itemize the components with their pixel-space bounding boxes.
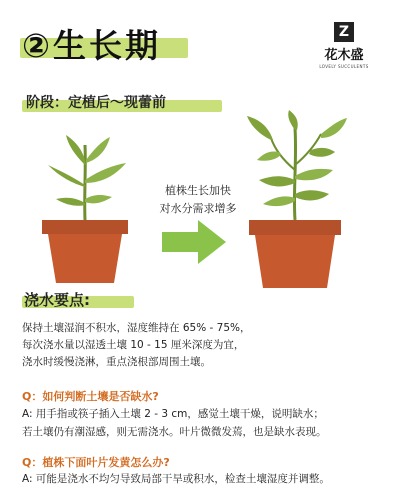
brand-logo [312, 22, 376, 74]
logo-subtitle: LOVELY SUCCULENTS [319, 64, 369, 69]
answer-line: A: 可能是浇水不均匀导致局部干旱或积水，检查土壤湿度并调整。 [22, 473, 330, 485]
question-1: Q：如何判断土壤是否缺水? [22, 390, 159, 403]
logo-name: 花木盛 [324, 48, 364, 63]
question-2: Q：植株下面叶片发黄怎么办? [22, 456, 170, 469]
small-plant-illustration [30, 125, 140, 285]
watering-line: 浇水时缓慢浇淋，重点浇根部周围土壤。 [22, 356, 211, 368]
growth-arrow-icon [162, 220, 226, 264]
transition-line-2: 对水分需求增多 [159, 202, 237, 215]
answer-2 [22, 470, 330, 488]
answer-line: 若土壤仍有潮湿感，则无需浇水。叶片微微发蔫，也是缺水表现。 [22, 426, 327, 438]
answer-line: A: 用手指或筷子插入土壤 2 - 3 cm，感觉土壤干燥，说明缺水； [22, 408, 324, 420]
stage-label: 阶段：定植后～现蕾前 [26, 95, 166, 111]
page-title: ②生长期 [22, 26, 161, 65]
answer-1 [22, 405, 327, 441]
watering-line: 每次浇水量以湿透土壤 10 - 15 厘米深度为宜， [22, 339, 245, 351]
transition-line-1: 植株生长加快 [165, 184, 231, 197]
watering-line: 保持土壤湿润不积水，湿度维持在 65% - 75%， [22, 322, 251, 334]
watering-paragraph [22, 320, 392, 371]
logo-mark: Z [334, 22, 354, 42]
watering-title: 浇水要点: [24, 291, 90, 309]
grown-plant-illustration [235, 110, 355, 290]
